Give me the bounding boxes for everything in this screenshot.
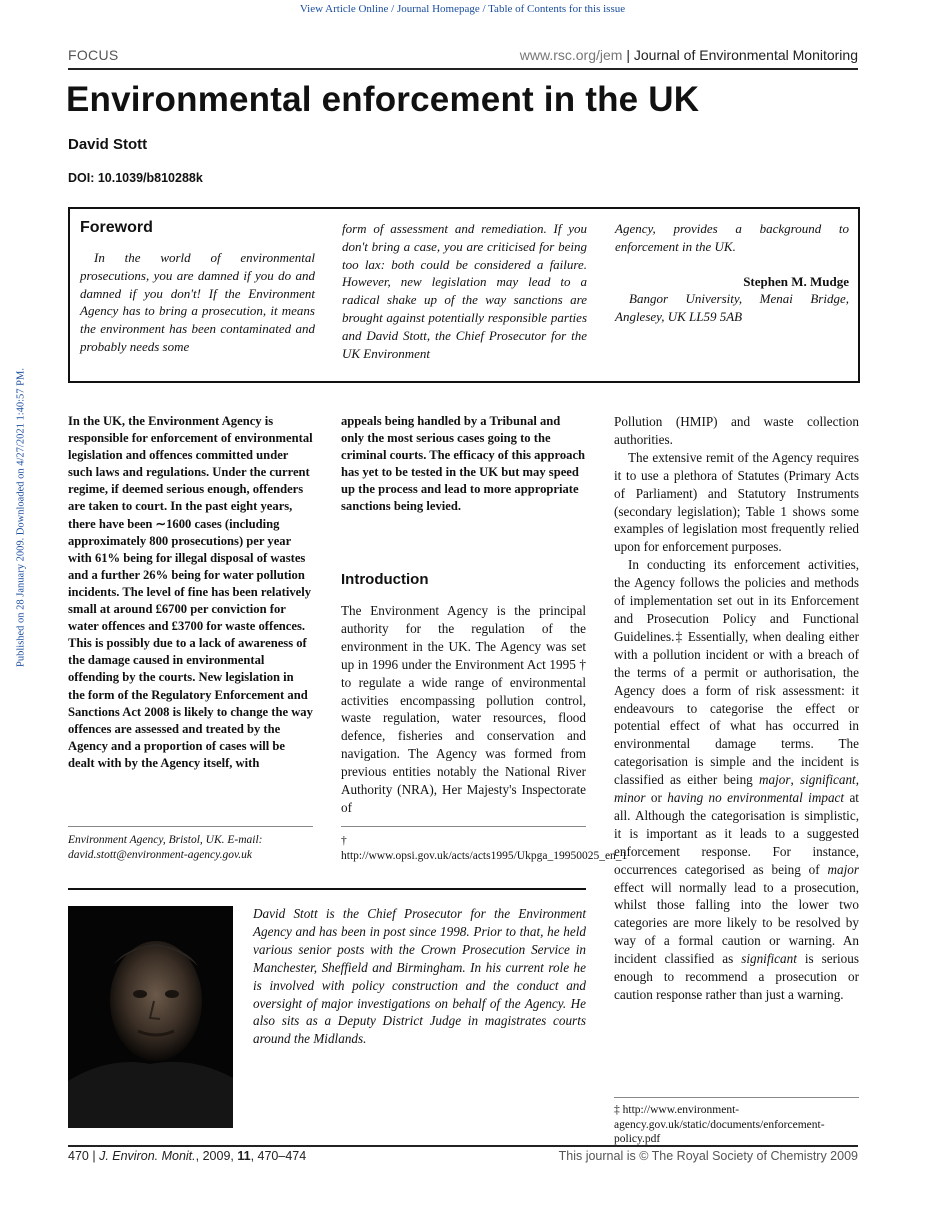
footer-copyright: This journal is © The Royal Society of Chemistry 2009 [558,1149,858,1163]
term-significant: significant [800,772,856,788]
foreword-column-3 [615,220,849,326]
section-label: FOCUS [68,47,119,63]
paragraph: Pollution (HMIP) and waste collection authorities. [614,414,859,447]
author-biography: David Stott is the Chief Prosecutor for the Environment Agency and has been in post since 1998. Prior to that, he held various senior posts with the Crown Prosecution Service in Manchester, Sheffield and Birmingham. In his current role he is involved with policy construction and the conduct and oversight of major investigations on behalf of the Agency. He also sits as a Deputy District Judge in magistrates courts around the Midlands. [253,906,586,1047]
footer-journal-abbrev: J. Environ. Monit. [99,1149,196,1163]
footnote-rule [341,826,586,827]
author-affiliation-footnote: Environment Agency, Bristol, UK. E-mail: david.stott@environment-agency.gov.uk [68,834,263,861]
table-of-contents-link[interactable]: Table of Contents for this issue [488,3,626,15]
term-major: major [827,861,859,877]
header-divider: | [622,47,634,63]
paragraph-categorisation [614,556,859,1004]
text-run: or [645,790,668,806]
journal-homepage-link[interactable]: Journal Homepage [396,3,480,15]
publication-stamp: Published on 28 January 2009. Downloaded on 4/27/2021 1:40:57 PM. [15,368,27,667]
introduction-text: The Environment Agency is the principal authority for the regulation of the environment in the UK. The Agency was set up in 1996 under the Environment Act 1995 † to regulate a wide range of environmental activities encompassing pollution control, waste regulation, water resources, flood defence, fisheries and conservation and navigation. The Agency was formed from previous entities notably the National River Authority (NRA), Her Majesty's Inspectorate of [341,603,586,815]
view-article-online-link[interactable]: View Article Online [299,3,389,15]
article-title: Environmental enforcement in the UK [66,80,700,119]
introduction-heading: Introduction [341,571,429,588]
link-separator: / [479,3,489,15]
foreword-signer: Stephen M. Mudge [743,273,849,289]
top-links-bar [0,3,925,15]
footnote-double-dagger: ‡ http://www.environment-agency.gov.uk/static/documents/enforcement- policy.pdf [614,1104,825,1145]
journal-name: Journal of Environmental Monitoring [633,47,858,63]
right-column [614,413,859,1004]
footer-divider: | [88,1149,100,1163]
footer-rule [68,1145,858,1147]
author-photo [68,906,233,1128]
foreword-column-2: form of assessment and remediation. If you don't bring a case, you are criticised for being too lax: both could be considered a failure. However, new legislation may lead to a radical shake up of the way sanctions are brought against potentially responsible parties and David Stott, the Chief Prosecutor for the UK Environment [342,221,587,361]
link-separator: / [388,3,397,15]
foreword-column-3-text: Agency, provides a background to enforcement in the UK. [615,221,849,254]
text-run: , [790,772,801,788]
article-doi: DOI: 10.1039/b810288k [68,171,203,185]
footer-volume: 11 [237,1149,251,1163]
journal-header [520,47,858,63]
text-run: at all. Although the categorisation is simplistic, it is important as it leads to a suggested enforcement response. For instance, occurrences categorised as being of [614,790,859,877]
page-number: 470 [68,1149,89,1163]
foreword-box [68,207,860,383]
footnote-rule [68,826,313,827]
text-run: effect will normally lead to a prosecution, whilst those falling into the lower two categories are more likely to be resolved by way of a formal caution or warning. An incident classified as [614,879,859,967]
publication-sidebar [13,340,29,700]
abstract-part-1: In the UK, the Environment Agency is responsible for enforcement of environmental legislation and offences committed under such laws and regulations. Under the current regime, if deemed serious enough, offenders are taken to court. In the past eight years, there have been ∼1600 cases (including approximately 800 prosecutions) per year with 61% being for illegal disposal of wastes and a further 26% being for water pollution incidents. The level of fine has been relatively small at around £6700 per conviction for water offences and £3700 for waste offences. This is possibly due to a lack of awareness of the damage caused in environmental offending by the courts. New legislation in the form of the Regulatory Enforcement and Sanctions Act 2008 is likely to change the way offences are assessed and treated by the Agency and a proportion of cases will be dealt with by the Agency itself, with [68,414,313,770]
footer-pages: , 470–474 [250,1149,307,1163]
header-rule [68,68,858,70]
paragraph: The extensive remit of the Agency requires it to use a plethora of Statutes (Primary Acts of Parliament) and Statutory Instruments (secondary legislation); Table 1 shows some examples of legislation most frequently relied upon for enforcement purposes. [614,449,859,555]
abstract-part-2: appeals being handled by a Tribunal and only the most serious cases going to the criminal courts. The efficacy of this approach has yet to be tested in the UK but may speed up the process and lead to more appropriate sanctions being levied. [341,414,586,514]
footnote-dagger: † http://www.opsi.gov.uk/acts/acts1995/Ukpga_19950025_en_1 [341,835,628,862]
foreword-column-1: In the world of environmental prosecutions, you are damned if you do and damned if you don't! If the Environment Agency has to bring a prosecution, it means the environment has been contaminated and probably needs some [80,250,315,354]
text-run: In conducting its enforcement activities, the Agency follows the policies and methods of implementation set out in its Enforcement and Prosecution Policy and Functional Guidelines.‡ Essentially, when dealing either with a pollution incident or with a breach of the terms of a permit or authorisation, the Agency does a form of risk assessment: it endeavours to categorise the effect or potential effect of what has occurred in environmental damage terms. The categorisation is simple and the incident is classified as either being [614,557,859,788]
term-minor: minor [614,790,646,806]
term-major: major [758,772,791,788]
text-run: is serious enough to recommend a prosecution or caution response rather than just a warning. [614,951,860,1002]
footer-year: , 2009, [195,1149,238,1163]
bio-rule [68,888,586,890]
term-significant: significant [741,951,797,967]
foreword-heading: Foreword [80,219,153,236]
text-run: , [855,772,859,788]
footnote-rule [614,1097,859,1098]
portrait-image [68,906,233,1128]
article-author: David Stott [68,136,148,153]
journal-url: www.rsc.org/jem [519,47,623,63]
foreword-signer-affiliation: Bangor University, Menai Bridge, Anglesey, UK LL59 5AB [615,291,849,325]
term-no-impact: having no environmental impact [667,790,845,806]
footer-citation [68,1149,306,1163]
